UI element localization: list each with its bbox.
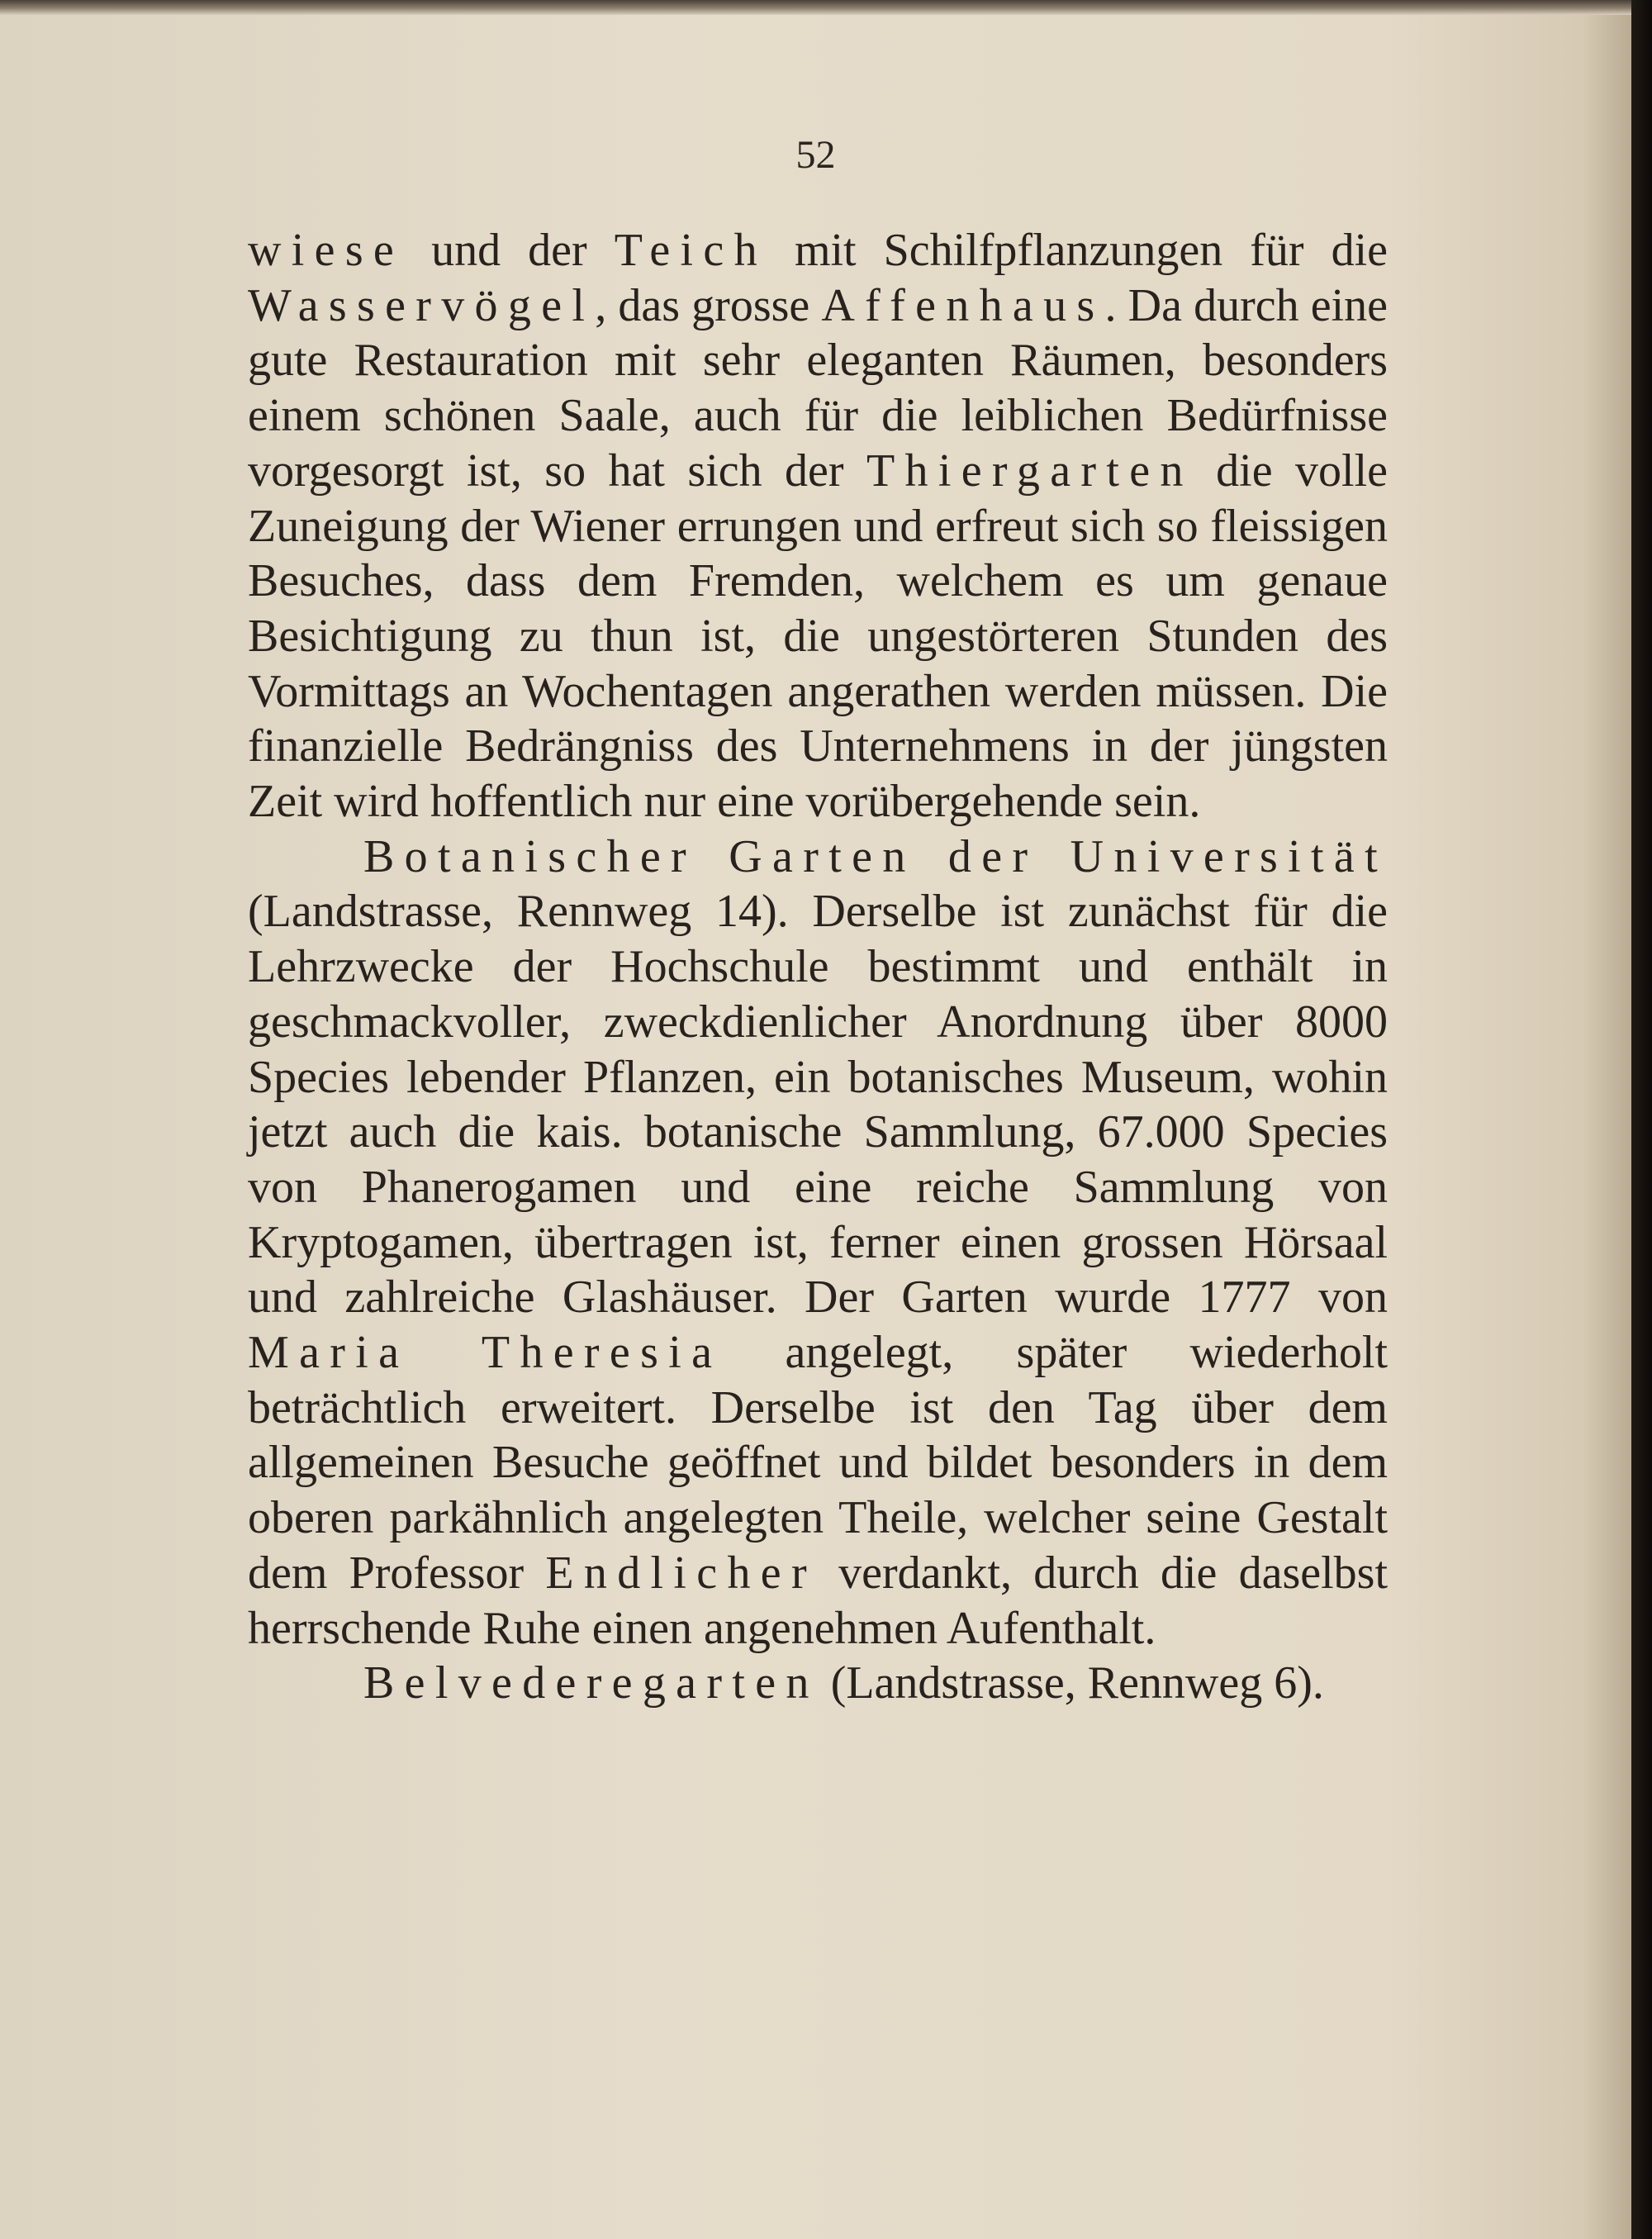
paragraph xyxy=(248,830,1388,1657)
emphasized-term: Botanischer Garten der Universität xyxy=(363,830,1388,882)
text-run: verdankt, durch die daselbst herrschende Ruhe einen angenehmen Aufenthalt. xyxy=(248,1547,1388,1654)
text-run: mit Schilfpflanzungen für die xyxy=(767,225,1388,276)
page-number: 52 xyxy=(795,133,836,177)
emphasized-term: Wasservögel xyxy=(248,279,596,331)
text-run: . Da durch eine gute Restauration mit sehr eleganten Räumen, besonders einem schönen Saale, auch für die leiblichen Bedürfnisse vorgesorgt ist, so hat sich der xyxy=(248,279,1388,497)
text-run: (Landstrasse, Rennweg 14). Derselbe ist zunächst für die Lehrzwecke der Hochschule bestimmt und enthält in geschmackvoller, zweckdienlicher Anordnung über 8000 Species lebender Pflanzen, ein botanisches Museum, wohin jetzt auch die kais. botanische Sammlung, 67.000 Species von Phanerogamen und eine reiche Sammlung von Kryptogamen, übertragen ist, ferner einen grossen Hörsaal und zahlreiche Glashäuser. Der Garten wurde 1777 von xyxy=(248,886,1388,1324)
emphasized-term: Teich xyxy=(614,225,767,276)
emphasized-term: Affenhaus xyxy=(821,279,1105,331)
text-run: , das grosse xyxy=(595,279,822,331)
emphasized-term: wiese xyxy=(248,225,405,276)
page-top-edge xyxy=(0,0,1631,15)
emphasized-term: Thiergarten xyxy=(866,444,1194,497)
body-text xyxy=(248,223,1388,1711)
emphasized-term: Belvederegarten xyxy=(363,1657,819,1709)
text-run: angelegt, später wiederholt beträchtlich erweitert. Derselbe ist den Tag über dem allgemeinen Besuche geöffnet und bildet besonders in dem oberen parkähnlich angelegten Theile, welcher seine Gestalt dem Professor xyxy=(248,1327,1388,1599)
emphasized-term: Maria Theresia xyxy=(248,1327,723,1379)
emphasized-term: Endlicher xyxy=(545,1547,817,1599)
paragraph xyxy=(248,1656,1388,1711)
text-run: und der xyxy=(404,225,615,276)
paragraph xyxy=(248,223,1388,830)
book-spine-edge xyxy=(1631,0,1652,2239)
text-run: (Landstrasse, Rennweg 6). xyxy=(819,1657,1324,1709)
text-run: die volle Zuneigung der Wiener errungen und erfreut sich so fleissigen Besuches, dass dem Fremden, welchem es um genaue Besichtigung zu thun ist, die ungestörteren Stunden des Vormittags an Wochentagen angerathen werden müssen. Die finanzielle Bedrängniss des Unternehmens in der jüngsten Zeit wird hoffentlich nur eine vorübergehende sein. xyxy=(248,444,1389,828)
